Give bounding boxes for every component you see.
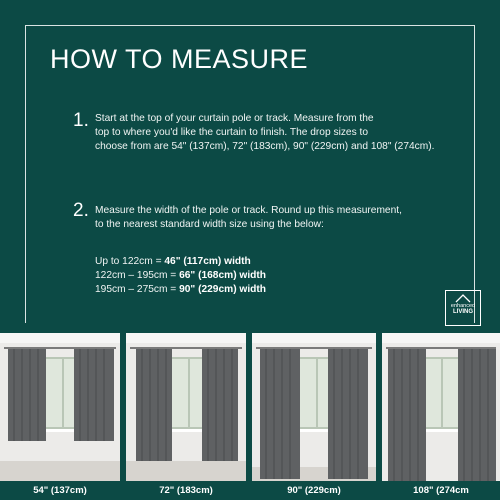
drop-caption-108: 108" (274cm <box>413 485 469 496</box>
step-2-line: Measure the width of the pole or track. Round up this measurement, <box>95 205 402 216</box>
curtain-photo-90 <box>252 333 376 481</box>
step-2-number: 2. <box>73 200 89 221</box>
width-row: 195cm – 275cm = 90" (229cm) width <box>95 284 267 295</box>
page-title: HOW TO MEASURE <box>50 44 309 74</box>
enhanced-living-logo: enhanced LIVING <box>445 290 481 326</box>
step-1-number: 1. <box>73 110 89 131</box>
drop-caption-90: 90" (229cm) <box>287 485 341 496</box>
drop-caption-72: 72" (183cm) <box>159 485 213 496</box>
step-2-text <box>95 204 402 232</box>
curtain-drop-photos <box>0 333 500 500</box>
house-icon <box>455 294 471 303</box>
step-1-line: choose from are 54" (137cm), 72" (183cm), 90" (229cm) and 108" (274cm). <box>95 141 435 152</box>
drop-caption-54: 54" (137cm) <box>33 485 87 496</box>
width-row: 122cm – 195cm = 66" (168cm) width <box>95 270 267 281</box>
step-2-line: to the nearest standard width size using the below: <box>95 219 324 230</box>
step-1-line: Start at the top of your curtain pole or track. Measure from the <box>95 113 374 124</box>
curtain-photo-72 <box>126 333 246 481</box>
width-row: Up to 122cm = 46" (117cm) width <box>95 256 251 267</box>
step-1-line: top to where you'd like the curtain to finish. The drop sizes to <box>95 127 369 138</box>
width-guide <box>95 255 266 297</box>
step-1-text <box>95 112 434 154</box>
curtain-photo-108 <box>382 333 500 481</box>
curtain-photo-54 <box>0 333 120 481</box>
